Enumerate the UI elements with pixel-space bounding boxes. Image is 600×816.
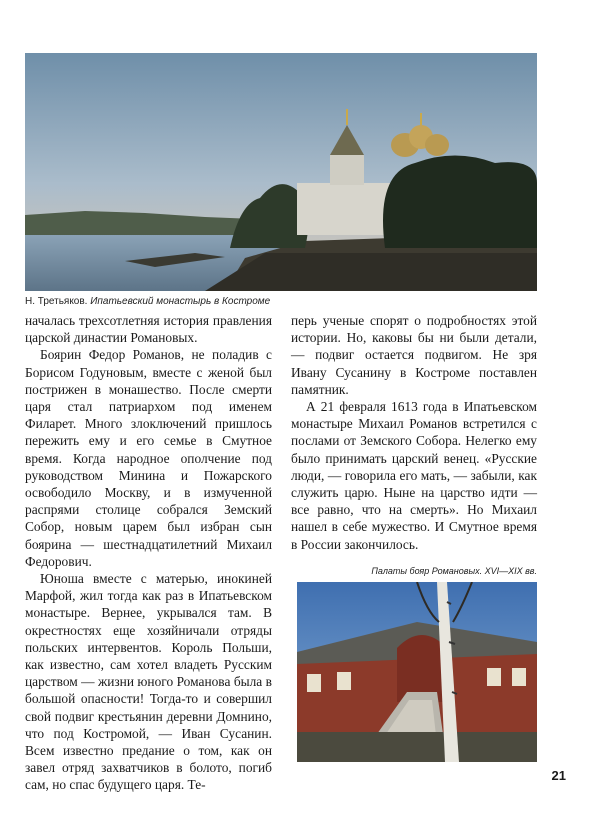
paragraph: перь ученые спорят о подробностях этой истории. Но, каковы бы ни были детали, — подвиг остается подвигом. Не зря Ивану Сусанину в Костроме поставлен памятник. [291, 313, 537, 397]
top-photo-caption [25, 296, 565, 307]
paragraph: Боярин Федор Романов, не поладив с Борисом Годуновым, вместе с женой был пострижен в монашество. После смерти царя стал патриархом под именем Филарет. Много злоключений пришлось пережить ему и его семье в Смутное время. Когда народное ополчение под руководством Минина и Пожарского освободило Москву, и в измученной распрями столице собрался Земский Собор, новым царем был избран сын боярина — шестнадцатилетний Михаил Федорович. [25, 347, 272, 569]
bottom-photo-caption: Палаты бояр Романовых. XVI—XIX вв. [371, 566, 537, 576]
left-text-column [25, 312, 272, 794]
paragraph: А 21 февраля 1613 года в Ипатьевском монастыре Михаил Романов встретился с послами от Земского Собора. Нелегко ему было принимать царский венец. «Русские люди, — говорила его мать, — забыли, как служить царю. Ныне на царство идти — все равно, что на смерть». Но Михаил нашел в себе мужество. И Смутное время в России закончилось. [291, 399, 537, 552]
paragraph: Юноша вместе с матерью, инокиней Марфой, жил тогда как раз в Ипатьевском монастыре. Вернее, укрывался там. В окрестностях еще хозяйничали отряды польских интервентов. Король Польши, как известно, сам хотел владеть Русским царством — жизни юного Романова была в большой опасности! Тогда-то и совершил свой подвиг крестьянин деревни Домнино, что под Костромой, — Иван Сусанин. Всем известно предание о том, как он завел отряд захватчиков в болото, погиб сам, но спас будущего царя. Те- [25, 571, 272, 793]
monastery-painting [25, 53, 537, 291]
page-number: 21 [551, 768, 566, 783]
top-photo-title: Ипатьевский монастырь в Костроме [90, 296, 271, 307]
romanov-chambers-photo [297, 582, 537, 762]
paragraph: началась трехсотлетняя история правления царской династии Романовых. [25, 313, 272, 346]
top-photo-author: Н. Третьяков. [25, 296, 88, 307]
right-text-column [291, 312, 537, 553]
